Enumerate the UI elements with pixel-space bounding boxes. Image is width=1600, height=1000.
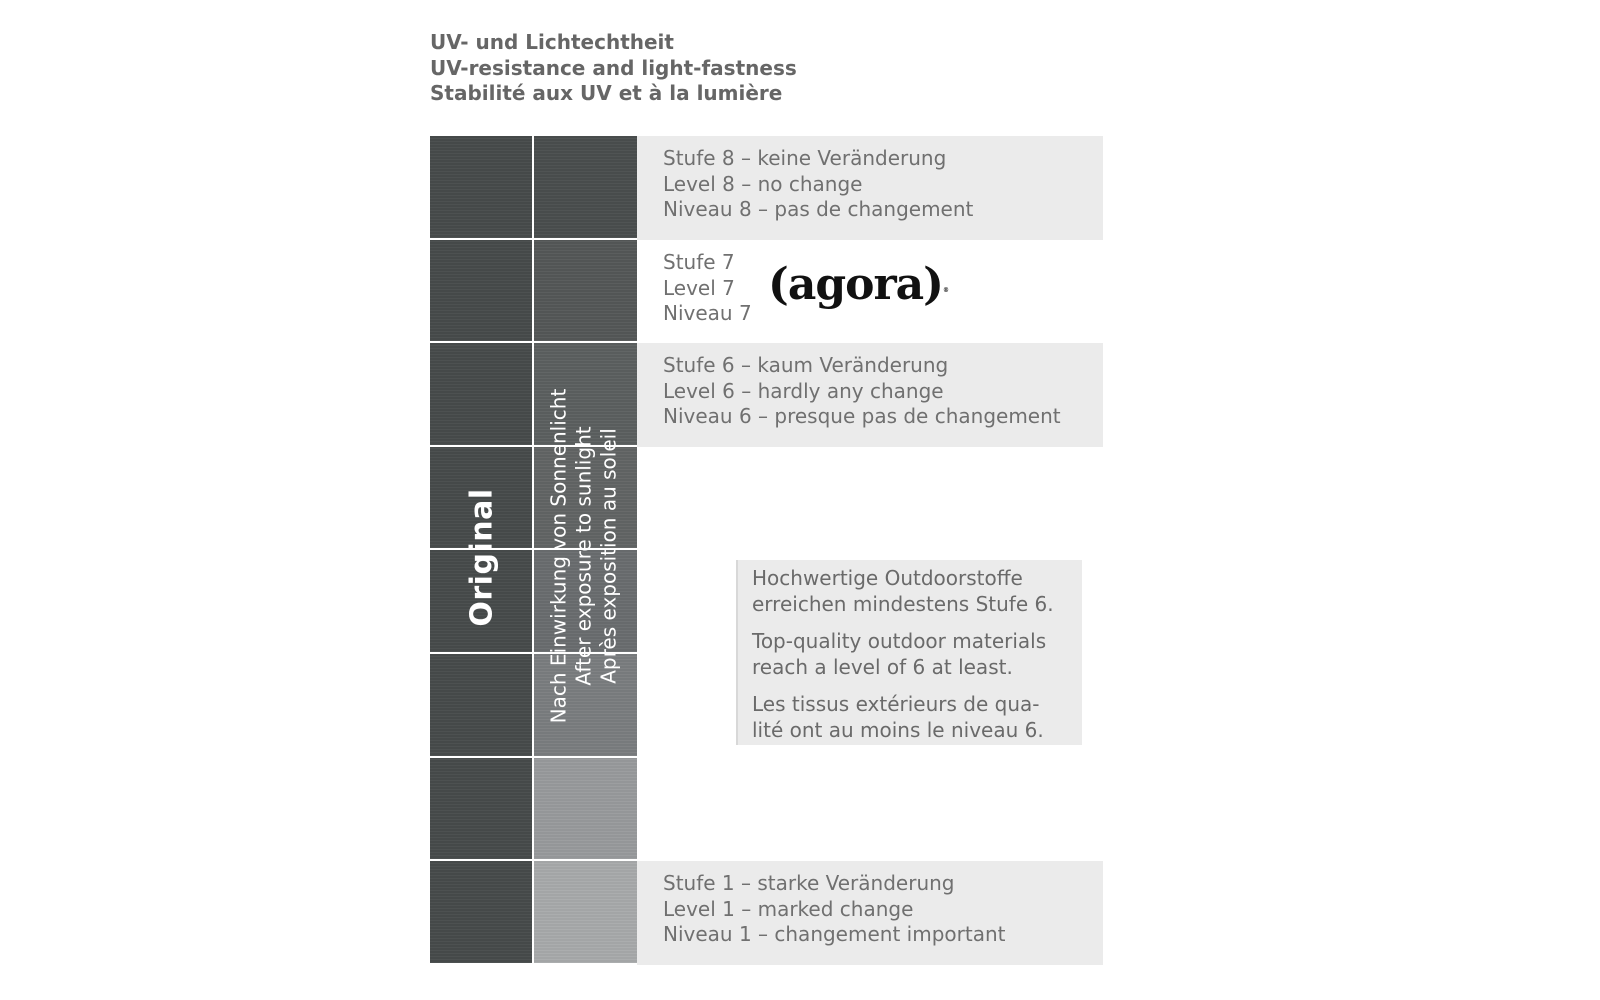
level-8-box [637,136,1103,240]
original-label: Original [464,487,500,627]
title-en: UV-resistance and light-fastness [430,55,797,80]
after-label-en: After exposure to sunlight [571,426,596,686]
after-label-de: Nach Einwirkung von Sonnenlicht [546,388,571,724]
level-1-box [637,861,1103,965]
level-8-de: Stufe 8 – keine Veränderung [663,146,947,170]
registered-mark: ® [942,287,948,294]
level-7-fr: Niveau 7 [663,301,752,325]
quality-note [736,560,1082,745]
exposed-swatch [534,861,637,963]
level-7-en: Level 7 [663,275,735,300]
level-1-fr: Niveau 1 – changement important [663,922,1006,946]
title-de: UV- und Lichtechtheit [430,30,674,54]
level-6-en: Level 6 – hardly any change [663,378,944,403]
original-swatch [430,654,533,756]
original-swatch [430,136,533,238]
exposed-swatch [534,240,637,342]
note-de: Hochwertige Outdoorstoffe erreichen mindestens Stufe 6. [752,566,1054,616]
original-swatch [430,861,533,963]
agora-logo: (agora)® [768,259,948,310]
original-swatch [430,343,533,445]
original-swatch [430,240,533,342]
note-fr: Les tissus extérieurs de qua- lité ont au moins le niveau 6. [752,692,1044,742]
level-8-en: Level 8 – no change [663,171,863,196]
level-6-fr: Niveau 6 – presque pas de changement [663,404,1061,428]
after-label-fr: Après exposition au soleil [596,428,621,684]
original-swatch [430,758,533,860]
level-7-de: Stufe 7 [663,250,735,274]
chart-title [430,30,797,107]
level-1-en: Level 1 – marked change [663,896,914,921]
exposed-swatch [534,136,637,238]
level-6-de: Stufe 6 – kaum Veränderung [663,353,949,377]
level-6-box [637,343,1103,447]
level-1-de: Stufe 1 – starke Veränderung [663,871,955,895]
level-8-fr: Niveau 8 – pas de changement [663,197,974,221]
title-fr: Stabilité aux UV et à la lumière [430,81,783,105]
exposed-swatch [534,758,637,860]
note-en: Top-quality outdoor materials reach a level of 6 at least. [752,629,1047,679]
